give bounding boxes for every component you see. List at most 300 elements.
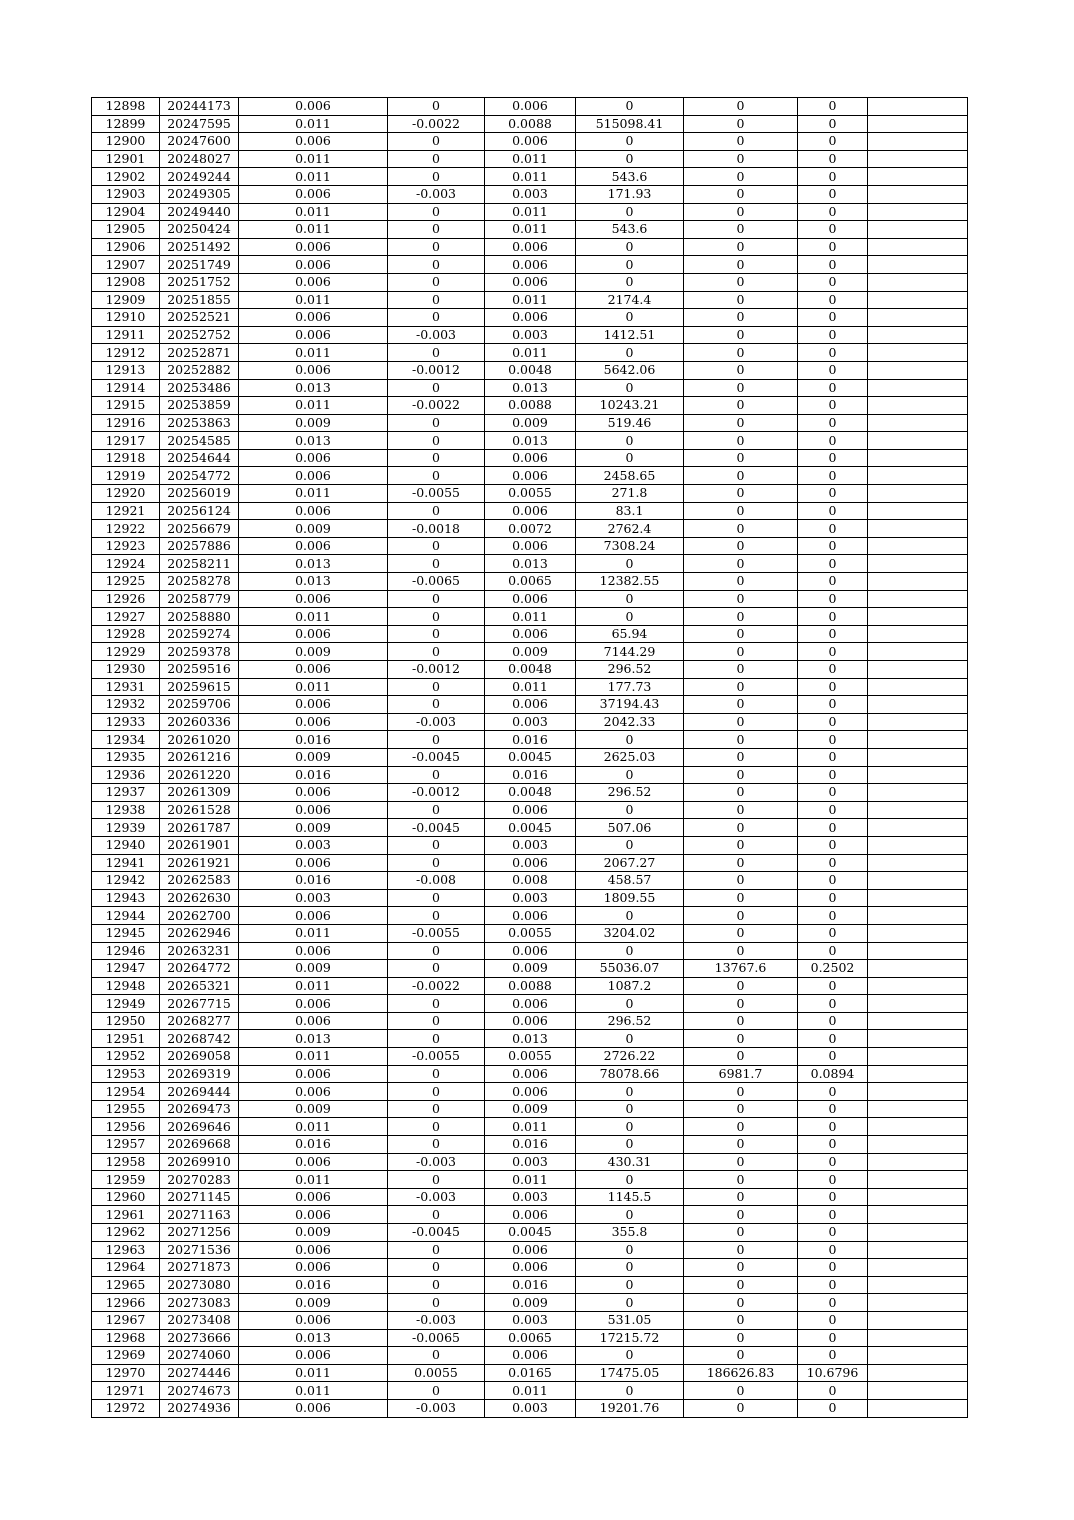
table-cell: 0 — [798, 397, 868, 415]
table-cell: 0 — [388, 168, 485, 186]
table-cell: 0 — [798, 238, 868, 256]
table-cell: 0.011 — [239, 221, 388, 239]
table-cell: 0.006 — [239, 309, 388, 327]
table-cell: 0 — [798, 836, 868, 854]
table-cell: 12944 — [92, 907, 160, 925]
data-table — [91, 97, 968, 1418]
table-cell — [868, 696, 968, 714]
table-cell: 0 — [798, 1347, 868, 1365]
table-cell — [868, 1224, 968, 1242]
table-row — [92, 819, 968, 837]
table-cell — [868, 485, 968, 503]
table-cell: 12953 — [92, 1065, 160, 1083]
table-cell: 12950 — [92, 1012, 160, 1030]
table-cell: 0 — [388, 1012, 485, 1030]
table-cell: 0.009 — [485, 1294, 576, 1312]
table-cell: 12938 — [92, 801, 160, 819]
table-cell: 20274060 — [160, 1347, 239, 1365]
table-row — [92, 1259, 968, 1277]
table-cell: 0 — [388, 801, 485, 819]
table-cell: 0.011 — [485, 221, 576, 239]
table-row — [92, 273, 968, 291]
table-cell: -0.003 — [388, 326, 485, 344]
table-cell: 0 — [798, 520, 868, 538]
table-cell: 0.006 — [239, 238, 388, 256]
table-cell: 0 — [798, 924, 868, 942]
table-cell: 0.009 — [239, 643, 388, 661]
table-cell: 12917 — [92, 432, 160, 450]
table-cell — [868, 1083, 968, 1101]
table-cell: 12382.55 — [576, 573, 684, 591]
table-row — [92, 1294, 968, 1312]
table-cell: 1145.5 — [576, 1188, 684, 1206]
table-cell: 0.006 — [485, 942, 576, 960]
table-cell: 0.006 — [485, 1083, 576, 1101]
table-cell: 7308.24 — [576, 537, 684, 555]
table-cell: 12931 — [92, 678, 160, 696]
table-cell — [868, 1364, 968, 1382]
table-cell: 0.006 — [239, 713, 388, 731]
table-cell: -0.0012 — [388, 661, 485, 679]
table-cell: 0.0088 — [485, 397, 576, 415]
table-cell: 0 — [684, 1171, 798, 1189]
table-row — [92, 1100, 968, 1118]
table-cell: 0 — [798, 748, 868, 766]
table-cell: 0.006 — [239, 942, 388, 960]
table-row — [92, 1224, 968, 1242]
table-cell: 0.011 — [485, 1118, 576, 1136]
table-cell — [868, 942, 968, 960]
table-cell: 171.93 — [576, 185, 684, 203]
table-cell: 0 — [798, 221, 868, 239]
table-cell: 0 — [684, 520, 798, 538]
table-cell — [868, 854, 968, 872]
table-cell: -0.0055 — [388, 924, 485, 942]
table-cell: 458.57 — [576, 872, 684, 890]
table-cell: 0.006 — [485, 995, 576, 1013]
table-cell: 2762.4 — [576, 520, 684, 538]
table-cell: 0.006 — [485, 537, 576, 555]
table-cell: 0.0055 — [485, 1048, 576, 1066]
table-cell: 20265321 — [160, 977, 239, 995]
table-cell: 20259516 — [160, 661, 239, 679]
table-cell: 0.0048 — [485, 784, 576, 802]
table-cell — [868, 1329, 968, 1347]
table-cell: 12928 — [92, 625, 160, 643]
table-cell: 20247595 — [160, 115, 239, 133]
table-cell: 12925 — [92, 573, 160, 591]
table-cell: 0.009 — [239, 1100, 388, 1118]
table-cell: 78078.66 — [576, 1065, 684, 1083]
table-cell: 10243.21 — [576, 397, 684, 415]
table-cell: 0 — [576, 1347, 684, 1365]
table-cell: 12965 — [92, 1276, 160, 1294]
table-cell: 0 — [388, 150, 485, 168]
table-cell: 20247600 — [160, 133, 239, 151]
table-cell: 0 — [684, 238, 798, 256]
table-cell: 20253859 — [160, 397, 239, 415]
table-cell: 0 — [576, 995, 684, 1013]
table-cell: 0.006 — [239, 590, 388, 608]
table-cell: 0 — [388, 608, 485, 626]
table-cell: 0 — [576, 432, 684, 450]
table-cell: 20254644 — [160, 449, 239, 467]
table-cell: 20260336 — [160, 713, 239, 731]
table-cell — [868, 1382, 968, 1400]
table-cell: 0.006 — [239, 995, 388, 1013]
table-cell: 0 — [388, 995, 485, 1013]
table-cell — [868, 115, 968, 133]
table-cell: 19201.76 — [576, 1399, 684, 1417]
table-cell: 0 — [684, 449, 798, 467]
table-cell: 12903 — [92, 185, 160, 203]
table-cell: 0.0065 — [485, 1329, 576, 1347]
table-cell: 0 — [798, 1294, 868, 1312]
table-cell: 507.06 — [576, 819, 684, 837]
table-cell: 0 — [388, 203, 485, 221]
table-cell: 12913 — [92, 361, 160, 379]
table-cell: 0.011 — [485, 678, 576, 696]
table-cell: 0 — [798, 133, 868, 151]
table-cell: 0.011 — [239, 608, 388, 626]
table-cell: 0.006 — [485, 273, 576, 291]
table-cell: 0.003 — [485, 836, 576, 854]
table-cell: 20252882 — [160, 361, 239, 379]
table-cell: 0 — [798, 766, 868, 784]
table-cell: 0 — [684, 854, 798, 872]
table-cell: 12899 — [92, 115, 160, 133]
table-row — [92, 1083, 968, 1101]
table-cell: 0.011 — [239, 115, 388, 133]
table-cell: 12948 — [92, 977, 160, 995]
table-cell: 20261309 — [160, 784, 239, 802]
table-cell: 0.009 — [485, 1100, 576, 1118]
table-cell: 0 — [684, 995, 798, 1013]
table-cell: 12909 — [92, 291, 160, 309]
table-cell: 0 — [684, 309, 798, 327]
table-cell: 0 — [684, 397, 798, 415]
table-cell: 0 — [684, 555, 798, 573]
table-row — [92, 1065, 968, 1083]
table-cell: 20271536 — [160, 1241, 239, 1259]
table-cell — [868, 414, 968, 432]
table-cell: 20259615 — [160, 678, 239, 696]
table-cell: 0.003 — [485, 1153, 576, 1171]
table-cell: 0.0048 — [485, 361, 576, 379]
table-cell: 0 — [684, 1083, 798, 1101]
table-cell: 0 — [388, 344, 485, 362]
table-cell: 12970 — [92, 1364, 160, 1382]
table-cell: 20251855 — [160, 291, 239, 309]
table-cell: 20274446 — [160, 1364, 239, 1382]
table-cell: 0 — [576, 942, 684, 960]
table-row — [92, 889, 968, 907]
table-cell: 0 — [684, 344, 798, 362]
table-cell: 0 — [798, 1118, 868, 1136]
table-cell: 0 — [388, 590, 485, 608]
table-cell: -0.003 — [388, 1311, 485, 1329]
table-cell: 12916 — [92, 414, 160, 432]
table-cell: 0 — [798, 326, 868, 344]
table-cell: 0 — [684, 977, 798, 995]
table-cell: 0.006 — [239, 801, 388, 819]
table-cell: 0 — [388, 133, 485, 151]
table-cell: 12898 — [92, 98, 160, 116]
table-cell: 12952 — [92, 1048, 160, 1066]
table-row — [92, 291, 968, 309]
table-cell: 20261216 — [160, 748, 239, 766]
table-cell: 1809.55 — [576, 889, 684, 907]
table-cell: 0 — [798, 1276, 868, 1294]
table-row — [92, 520, 968, 538]
table-cell: 0.0048 — [485, 661, 576, 679]
table-cell: 12966 — [92, 1294, 160, 1312]
table-cell: 20271163 — [160, 1206, 239, 1224]
table-row — [92, 1206, 968, 1224]
table-cell: 12964 — [92, 1259, 160, 1277]
table-cell: 12905 — [92, 221, 160, 239]
table-cell: 0.016 — [485, 1276, 576, 1294]
table-cell: 0 — [798, 1153, 868, 1171]
table-cell — [868, 836, 968, 854]
table-cell: 0 — [684, 1399, 798, 1417]
table-row — [92, 203, 968, 221]
table-row — [92, 1382, 968, 1400]
table-cell: 0.006 — [239, 326, 388, 344]
table-cell: 0.0072 — [485, 520, 576, 538]
table-cell: 20261528 — [160, 801, 239, 819]
table-cell: 20251749 — [160, 256, 239, 274]
table-cell — [868, 907, 968, 925]
table-cell: 0 — [388, 766, 485, 784]
table-cell: 0.013 — [239, 1030, 388, 1048]
table-cell: 20258211 — [160, 555, 239, 573]
table-cell: 0 — [388, 854, 485, 872]
table-cell: 0.011 — [239, 203, 388, 221]
table-cell: 0 — [684, 1100, 798, 1118]
table-cell: 519.46 — [576, 414, 684, 432]
table-cell: 0.009 — [485, 643, 576, 661]
table-cell: -0.0045 — [388, 819, 485, 837]
table-cell: 12939 — [92, 819, 160, 837]
table-row — [92, 995, 968, 1013]
table-cell: 0 — [798, 537, 868, 555]
table-cell: 12915 — [92, 397, 160, 415]
table-cell: 0.006 — [485, 238, 576, 256]
table-cell: 0 — [798, 661, 868, 679]
table-cell: 12902 — [92, 168, 160, 186]
table-cell: 0 — [576, 1030, 684, 1048]
table-cell: 0 — [798, 1259, 868, 1277]
table-cell: 20263231 — [160, 942, 239, 960]
table-cell: 2625.03 — [576, 748, 684, 766]
table-cell: 20269646 — [160, 1118, 239, 1136]
table-cell: 0 — [684, 467, 798, 485]
table-cell — [868, 150, 968, 168]
table-cell — [868, 449, 968, 467]
table-cell: 0 — [576, 1241, 684, 1259]
table-cell: 0 — [798, 1399, 868, 1417]
table-cell: 0.011 — [239, 344, 388, 362]
table-cell — [868, 1259, 968, 1277]
table-cell: 0.006 — [485, 625, 576, 643]
table-cell: 0.009 — [239, 748, 388, 766]
table-cell: -0.0012 — [388, 361, 485, 379]
table-cell: -0.008 — [388, 872, 485, 890]
table-cell: 0.006 — [485, 309, 576, 327]
table-cell: 0 — [388, 889, 485, 907]
table-cell: 0 — [388, 1382, 485, 1400]
table-cell: 0.006 — [485, 696, 576, 714]
table-cell: 0 — [798, 995, 868, 1013]
table-row — [92, 854, 968, 872]
table-cell: 12904 — [92, 203, 160, 221]
table-row — [92, 1347, 968, 1365]
table-cell: 0 — [798, 643, 868, 661]
table-cell: 0 — [388, 502, 485, 520]
table-cell — [868, 326, 968, 344]
table-row — [92, 590, 968, 608]
table-cell: 0.006 — [239, 1188, 388, 1206]
table-cell: 0.006 — [485, 1241, 576, 1259]
table-cell — [868, 185, 968, 203]
table-cell: 0.003 — [485, 713, 576, 731]
table-cell: 20273083 — [160, 1294, 239, 1312]
table-cell: 0 — [388, 907, 485, 925]
table-cell: 0 — [576, 555, 684, 573]
table-cell: 0 — [388, 731, 485, 749]
table-cell: 20271145 — [160, 1188, 239, 1206]
table-cell: 0 — [684, 414, 798, 432]
table-cell: 0 — [684, 203, 798, 221]
table-cell: 12932 — [92, 696, 160, 714]
table-row — [92, 960, 968, 978]
table-cell: 430.31 — [576, 1153, 684, 1171]
table-cell — [868, 1012, 968, 1030]
table-cell: 12971 — [92, 1382, 160, 1400]
table-cell: 0.006 — [239, 1259, 388, 1277]
table-cell: 0 — [684, 1153, 798, 1171]
table-cell: 20258880 — [160, 608, 239, 626]
table-cell — [868, 713, 968, 731]
table-cell: 0.006 — [239, 1083, 388, 1101]
table-cell: 0.011 — [239, 1382, 388, 1400]
table-cell: 531.05 — [576, 1311, 684, 1329]
table-cell: 0 — [798, 1329, 868, 1347]
table-cell: 271.8 — [576, 485, 684, 503]
table-cell: 0 — [576, 907, 684, 925]
table-cell: 0.013 — [485, 1030, 576, 1048]
table-cell: 20252521 — [160, 309, 239, 327]
table-cell: 12967 — [92, 1311, 160, 1329]
table-cell: 0 — [576, 379, 684, 397]
table-row — [92, 1153, 968, 1171]
table-cell: 10.6796 — [798, 1364, 868, 1382]
table-row — [92, 1311, 968, 1329]
table-cell: 0.011 — [239, 397, 388, 415]
table-cell: 0 — [798, 168, 868, 186]
table-cell: 20270283 — [160, 1171, 239, 1189]
table-cell: 0 — [388, 1083, 485, 1101]
table-cell — [868, 1206, 968, 1224]
table-cell: 0.016 — [239, 766, 388, 784]
table-row — [92, 361, 968, 379]
table-cell: 0 — [798, 1206, 868, 1224]
table-cell: 20253863 — [160, 414, 239, 432]
table-cell: 0.006 — [239, 854, 388, 872]
table-row — [92, 801, 968, 819]
table-cell — [868, 819, 968, 837]
table-cell: 0.0088 — [485, 977, 576, 995]
table-cell: 543.6 — [576, 221, 684, 239]
table-cell: -0.003 — [388, 1399, 485, 1417]
table-cell: 0.009 — [239, 960, 388, 978]
table-cell: 0 — [388, 1241, 485, 1259]
table-cell: 0.013 — [485, 432, 576, 450]
table-row — [92, 1241, 968, 1259]
table-cell: 0 — [684, 1188, 798, 1206]
table-cell: -0.0022 — [388, 977, 485, 995]
table-cell: 0.006 — [485, 1065, 576, 1083]
table-cell: 12956 — [92, 1118, 160, 1136]
table-cell: 0 — [684, 1382, 798, 1400]
table-cell: 0 — [388, 942, 485, 960]
table-cell: 12908 — [92, 273, 160, 291]
table-cell: 0 — [684, 1206, 798, 1224]
table-cell: 0 — [388, 678, 485, 696]
table-row — [92, 1329, 968, 1347]
table-cell: 0 — [798, 432, 868, 450]
table-cell: 0 — [798, 625, 868, 643]
table-cell: 0 — [684, 1311, 798, 1329]
table-row — [92, 98, 968, 116]
table-cell: 1412.51 — [576, 326, 684, 344]
table-cell: 0.006 — [239, 1311, 388, 1329]
table-cell: 0 — [388, 537, 485, 555]
table-cell: 0.006 — [485, 590, 576, 608]
table-cell: 0 — [388, 1294, 485, 1312]
table-cell: 0 — [798, 590, 868, 608]
table-cell: 20256124 — [160, 502, 239, 520]
table-cell: 0.008 — [485, 872, 576, 890]
table-cell: 0 — [798, 467, 868, 485]
table-cell: 0 — [798, 1188, 868, 1206]
table-cell — [868, 784, 968, 802]
table-cell: 12923 — [92, 537, 160, 555]
table-cell: 12949 — [92, 995, 160, 1013]
table-cell: 0.016 — [239, 872, 388, 890]
table-cell: 20268742 — [160, 1030, 239, 1048]
table-cell: 0 — [576, 238, 684, 256]
table-cell — [868, 1136, 968, 1154]
table-cell: 0 — [684, 273, 798, 291]
table-cell: 0.006 — [239, 1012, 388, 1030]
table-cell: 0 — [684, 661, 798, 679]
table-cell: 0.011 — [485, 1382, 576, 1400]
table-cell: 0 — [576, 1206, 684, 1224]
table-cell: 0 — [798, 344, 868, 362]
table-cell: 0 — [388, 291, 485, 309]
table-cell: 20256679 — [160, 520, 239, 538]
table-cell: 0 — [684, 590, 798, 608]
table-row — [92, 872, 968, 890]
table-cell — [868, 748, 968, 766]
table-cell: 0 — [798, 854, 868, 872]
table-cell: 0.016 — [239, 1136, 388, 1154]
table-cell: 0.016 — [485, 1136, 576, 1154]
table-cell — [868, 590, 968, 608]
table-cell — [868, 1276, 968, 1294]
